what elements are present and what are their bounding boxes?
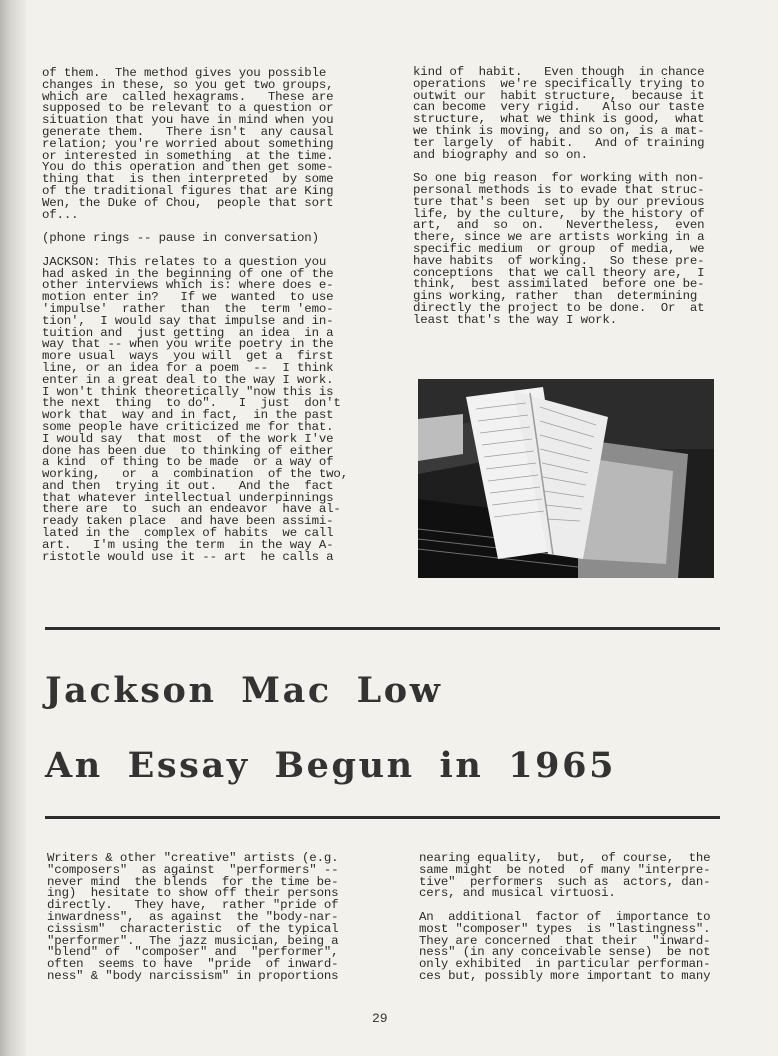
text-line: and biography and so on. (413, 147, 588, 162)
text-line: ces but, possibly more important to many (419, 968, 711, 983)
text-line: "composers" as against "performers" -- (47, 862, 339, 877)
text-line: (phone rings -- pause in conversation) (42, 231, 319, 246)
text-line: some people have criticized me for that. (42, 419, 334, 434)
text-line: often seems to have "pride of inward- (47, 957, 339, 972)
text-line: kind of habit. Even though in chance (413, 65, 705, 79)
text-line: personal methods is to evade that struc- (413, 182, 705, 197)
text-line: cers, and musical virtuosi. (419, 886, 616, 901)
text-line: JACKSON: This relates to a question you (42, 254, 327, 269)
text-line: specific medium or group of media, we (413, 241, 705, 256)
text-line: there are to such an endeavor have al- (42, 502, 341, 517)
text-line: cissism" characteristic of the typical (47, 921, 339, 936)
text-line: working, or a combination of the two, (42, 467, 348, 482)
text-line: line, or an idea for a poem -- I think (42, 360, 334, 375)
text-line: ing) hesitate to show off their persons (47, 886, 339, 901)
text-line: least that's the way I work. (413, 312, 617, 327)
text-line: gins working, rather than determining (413, 289, 698, 304)
section-rule-bottom (45, 816, 720, 819)
text-line: generate them. There isn't any causal (42, 124, 334, 139)
text-line: Wen, the Duke of Chou, people that sort (42, 195, 334, 210)
top-right-column (413, 67, 704, 327)
text-line: structure, what we think is good, what (413, 112, 705, 127)
text-line: can become very rigid. Also our taste (413, 100, 705, 115)
text-line: motion enter in? If we wanted to use (42, 290, 334, 305)
text-line: which are called hexagrams. These are (42, 89, 334, 104)
text-line: of... (42, 207, 79, 222)
text-line: or interested in something at the time. (42, 148, 334, 163)
text-line: outwit our habit structure, because it (413, 88, 705, 103)
text-line: conceptions that we call theory are, I (413, 265, 705, 280)
text-line: I won't think theoretically "now this is (42, 384, 334, 399)
text-line: art, and so on. Nevertheless, even (413, 218, 705, 233)
text-line: that whatever intellectual underpinnings (42, 490, 334, 505)
text-line: we think is moving, and so on, is a mat- (413, 123, 705, 138)
bottom-right-column (419, 853, 710, 983)
text-line: art. I'm using the term in the way A- (42, 537, 334, 552)
text-line: situation that you have in mind when you (42, 113, 334, 128)
text-line: ness" & "body narcissism" in proportions (47, 968, 339, 983)
text-line: done has been due to thinking of either (42, 443, 334, 458)
text-line: enter in a great deal to the way I work. (42, 372, 334, 387)
text-line: ter largely of habit. And of training (413, 135, 705, 150)
text-line: tuition and just getting an idea in a (42, 325, 334, 340)
text-line: ristotle would use it -- art he calls a (42, 549, 334, 564)
text-line: had asked in the beginning of one of the (42, 266, 334, 281)
text-line: and then trying it out. And the fact (42, 478, 334, 493)
text-line: think, best assimilated before one be- (413, 277, 705, 292)
binding-shadow (0, 0, 26, 1056)
essay-title: An Essay Begun in 1965 (45, 745, 617, 786)
text-line: 'impulse' rather than the term 'emo- (42, 301, 334, 316)
text-line: there, since we are artists working in a (413, 230, 705, 245)
text-line: You do this operation and then get some- (42, 160, 334, 175)
photo-graphic (418, 379, 714, 578)
text-line: "performer". The jazz musician, being a (47, 933, 339, 948)
text-line: work that way and in fact, in the past (42, 408, 334, 423)
text-line: more usual ways you will get a first (42, 349, 334, 364)
text-line: tion', I would say that impulse and in- (42, 313, 334, 328)
text-line: other interviews which is: where does e- (42, 278, 334, 293)
text-line: changes in these, so you get two groups, (42, 77, 334, 92)
text-line: life, by the culture, by the history of (413, 206, 705, 221)
text-line: inwardness", as against the "body-nar- (47, 909, 339, 924)
text-line: "blend" of "composer" and "performer", (47, 945, 339, 960)
text-line: never mind the blends for the time be- (47, 874, 339, 889)
text-line: the next thing to do". I just don't (42, 396, 341, 411)
text-line: ready taken place and have been assimi- (42, 514, 334, 529)
text-line: lated in the complex of habits we call (42, 526, 334, 541)
text-line: ture that's been set up by our previous (413, 194, 705, 209)
text-line: operations we're specifically trying to (413, 76, 705, 91)
text-line: of them. The method gives you possible (42, 66, 327, 80)
bottom-left-column (47, 853, 338, 983)
text-line: way that -- when you write poetry in the (42, 337, 334, 352)
text-line: most "composer" types is "lastingness". (419, 921, 711, 936)
text-line: ness" (in any conceivable sense) be not (419, 945, 711, 960)
text-line: An additional factor of importance to (419, 909, 711, 924)
text-line: supposed to be relevant to a question or (42, 101, 334, 116)
text-line: directly the project to be done. Or at (413, 300, 705, 315)
piano-sheet-music-photo (418, 379, 714, 578)
author-name: Jackson Mac Low (45, 670, 443, 711)
text-line: tive" performers such as actors, dan- (419, 874, 711, 889)
text-line: same might be noted of many "interpre- (419, 862, 711, 877)
top-left-column (42, 68, 348, 563)
section-rule-top (45, 627, 720, 630)
text-line: have habits of working. So these pre- (413, 253, 705, 268)
text-line: directly. They have, rather "pride of (47, 898, 339, 913)
text-line: thing that is then interpreted by some (42, 172, 334, 187)
text-line: So one big reason for working with non- (413, 171, 705, 186)
text-line: of the traditional figures that are King (42, 183, 334, 198)
text-line: only exhibited in particular performan- (419, 957, 711, 972)
text-line: They are concerned that their "inward- (419, 933, 711, 948)
text-line: Writers & other "creative" artists (e.g. (47, 851, 339, 865)
text-line: relation; you're worried about something (42, 136, 334, 151)
text-line: nearing equality, but, of course, the (419, 851, 711, 865)
text-line: I would say that most of the work I've (42, 431, 334, 446)
text-line: a kind of thing to be made or a way of (42, 455, 334, 470)
page-number: 29 (372, 1011, 388, 1026)
